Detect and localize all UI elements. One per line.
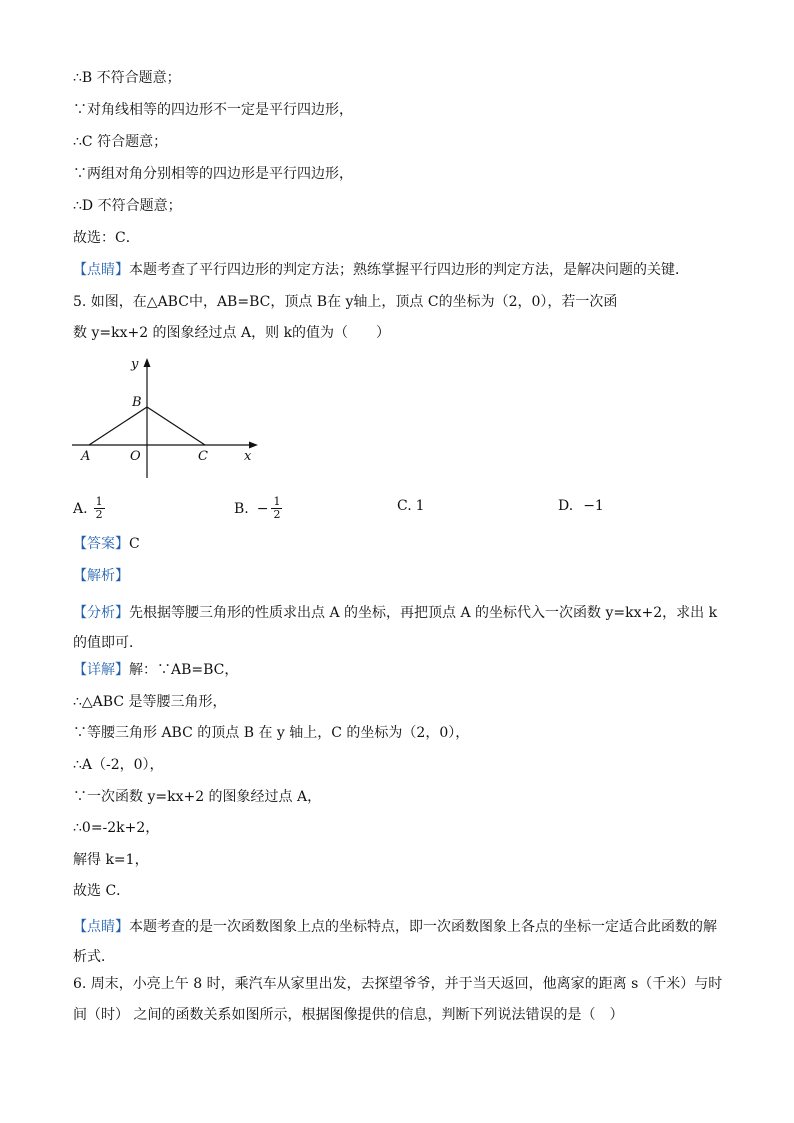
denominator: 2 <box>273 508 281 521</box>
option-d <box>558 496 604 516</box>
question-5-line-2: 数 y=kx+2 的图象经过点 A，则 k的值为（ ） <box>73 325 391 341</box>
solution-step: 故选 C． <box>73 883 131 899</box>
answer-line <box>73 534 140 554</box>
option-sign: − <box>256 500 269 517</box>
answer-text: C <box>129 536 140 552</box>
comment-paragraph <box>73 912 723 972</box>
solution-step: ∴0=-2k+2， <box>73 820 160 836</box>
numerator: 1 <box>273 495 281 508</box>
text-line: ∴C 符合题意； <box>73 134 168 150</box>
option-b <box>234 496 282 521</box>
comment-bracket: 【点睛】 <box>73 919 129 935</box>
solution-step: ∵一次函数 y=kx+2 的图象经过点 A， <box>73 789 322 805</box>
option-letter: A. <box>73 500 88 517</box>
y-axis-arrow <box>144 358 151 367</box>
comment-text: 本题考查的是一次函数图象上点的坐标特点，即一次函数图象上各点的坐标一定适合此函数的解析式． <box>73 919 717 965</box>
comment-line <box>73 260 689 280</box>
numerator: 1 <box>95 495 103 508</box>
solution-step: ∵等腰三角形 ABC 的顶点 B 在 y 轴上，C 的坐标为（2，0）， <box>73 725 470 741</box>
option-value: 1 <box>415 498 425 514</box>
detail-bracket: 【详解】 <box>73 662 129 678</box>
option-letter: D. <box>558 498 574 514</box>
option-letter: C. <box>397 498 412 514</box>
label-c: C <box>198 449 208 464</box>
comment-text: 本题考查了平行四边形的判定方法；熟练掌握平行四边形的判定方法，是解决问题的关键． <box>129 262 689 278</box>
question-6-line-2: 间（时） 之间的函数关系如图所示，根据图像提供的信息，判断下列说法错误的是（ ） <box>73 1007 624 1023</box>
text-line: ∴B 不符合题意； <box>73 70 181 86</box>
option-letter: B. <box>234 500 249 517</box>
answer-bracket: 【答案】 <box>73 536 129 552</box>
fraction <box>271 496 282 521</box>
option-c <box>397 496 425 516</box>
text-line: ∵两组对角分别相等的四边形是平行四边形， <box>73 166 353 182</box>
analysis-heading: 【解析】 <box>73 568 129 584</box>
label-y: y <box>131 357 139 372</box>
text-line: 故选：C． <box>73 230 140 246</box>
solution-step: ∴A（-2，0）， <box>73 757 164 773</box>
comment-bracket: 【点睛】 <box>73 262 129 278</box>
x-axis-arrow <box>249 442 258 449</box>
label-x: x <box>244 449 252 464</box>
question-6-line-1: 6. 周末，小亮上午 8 时，乘汽车从家里出发，去探望爷爷，并于当天返回，他离家的距离 s（千米）与时 <box>73 976 723 992</box>
denominator: 2 <box>95 508 103 521</box>
segment-ab <box>89 407 147 445</box>
option-a <box>73 496 105 521</box>
question-5-line-1: 5. 如图，在△ABC中，AB=BC，顶点 B在 y轴上，顶点 C的坐标为（2，0），若一次函 <box>73 294 618 310</box>
solution-step: 解得 k=1， <box>73 852 149 868</box>
detail-text: 解：∵AB=BC， <box>129 662 239 678</box>
option-value: −1 <box>583 498 604 514</box>
text-line: ∴D 不符合题意； <box>73 198 182 214</box>
analysis-text: 先根据等腰三角形的性质求出点 A 的坐标，再把顶点 A 的坐标代入一次函数 y=kx+2，求出 k 的值即可． <box>73 605 718 651</box>
label-b: B <box>132 395 142 410</box>
segment-bc <box>147 407 205 445</box>
text-line: ∵对角线相等的四边形不一定是平行四边形， <box>73 102 353 118</box>
triangle-figure <box>68 352 268 480</box>
solution-step: ∴△ABC 是等腰三角形， <box>73 694 227 710</box>
detail-line <box>73 660 238 680</box>
analysis-paragraph <box>73 598 723 658</box>
analysis-bracket: 【分析】 <box>73 605 129 621</box>
fraction <box>94 496 105 521</box>
label-o: O <box>130 449 141 464</box>
label-a: A <box>81 449 91 464</box>
